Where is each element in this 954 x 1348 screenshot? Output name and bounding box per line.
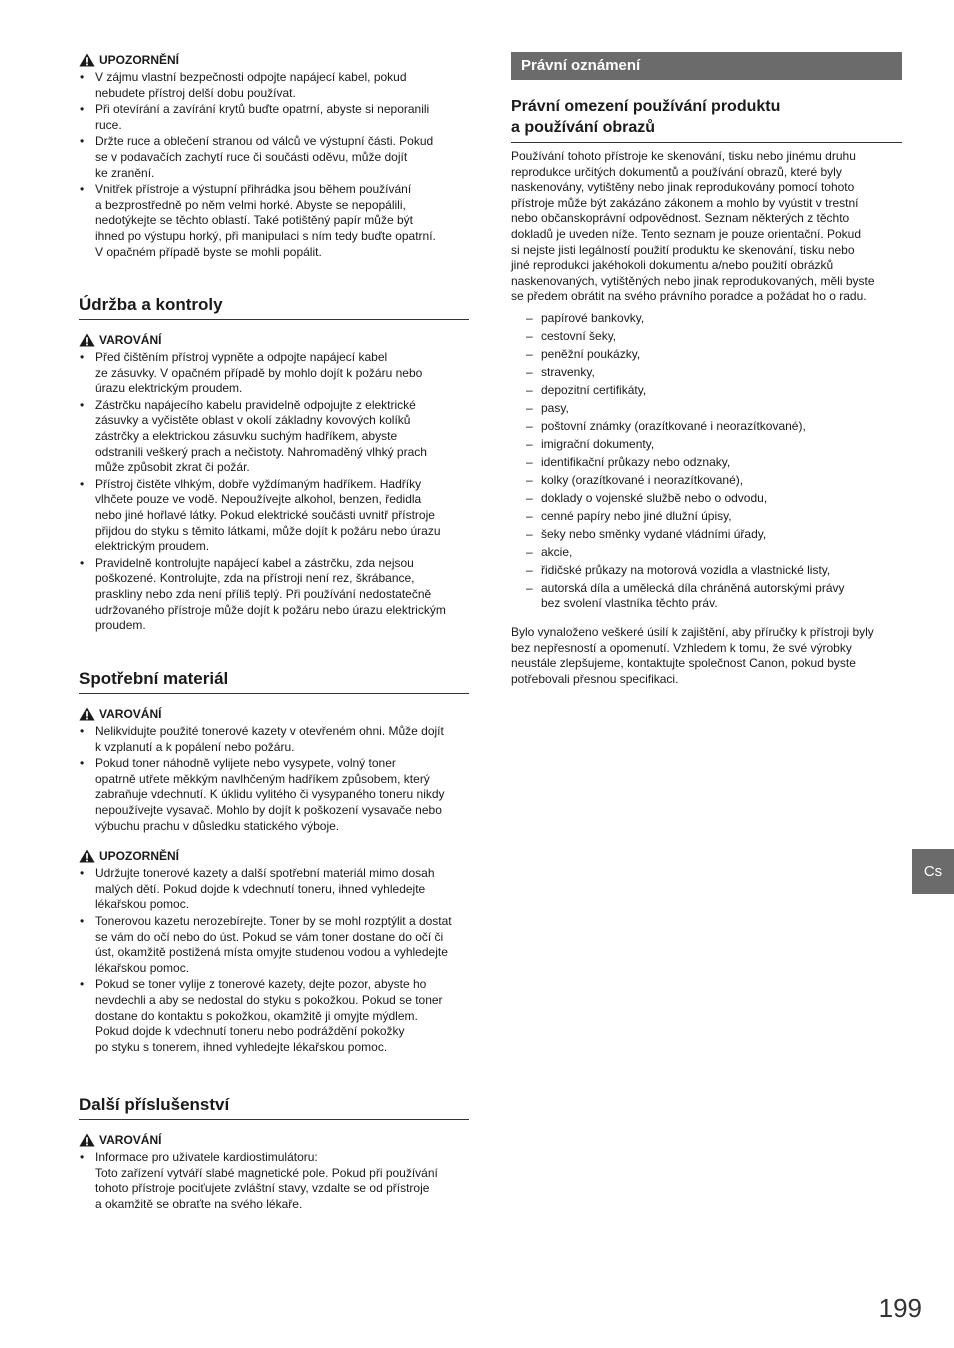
- warning-icon: [79, 333, 95, 347]
- warning-icon: [79, 53, 95, 67]
- list-item: – řidičské průkazy na motorová vozidla a vlastnické listy,: [511, 563, 902, 578]
- caution-label: UPOZORNĚNÍ: [99, 849, 180, 864]
- page-number: 199: [878, 1293, 922, 1323]
- section-consumables: [79, 669, 469, 1056]
- list-item: • Nelikvidujte použité tonerové kazety v otevřeném ohni. Může dojít k vzplanutí a k popálení nebo požáru.: [79, 724, 469, 755]
- list-item: – papírové bankovky,: [511, 311, 902, 326]
- caution-notice-consumables: [79, 848, 469, 1055]
- section-title-accessories: Další příslušenství: [79, 1095, 469, 1120]
- list-item: – poštovní známky (orazítkované i neorazítkované),: [511, 419, 902, 434]
- warning-icon: [79, 1133, 95, 1147]
- caution-label: UPOZORNĚNÍ: [99, 53, 180, 67]
- list-item: • Vnitřek přístroje a výstupní přihrádka jsou během používání a bezprostředně po něm velmi horké. Abyste se nepopálili, nedotýkejte se těchto oblastí. Také potištěný papír může být ihned po výstupu horký, při manipulaci s ním tedy buďte opatrní. V opačném případě byste se mohli popálit.: [79, 182, 469, 260]
- section-title-consumables: Spotřební materiál: [79, 669, 469, 694]
- warning-label: VAROVÁNÍ: [99, 333, 162, 347]
- warning-heading: [79, 1132, 469, 1148]
- list-item: • Přístroj čistěte vlhkým, dobře vyždímaným hadříkem. Hadříky vlhčete pouze ve vodě. Nepoužívejte alkohol, benzen, ředidla nebo jiné hořlavé látky. Pokud elektrické součásti uvnitř přístroje přijdou do styku s těmito látkami, může dojít k požáru nebo úrazu elektrickým proudem.: [79, 477, 469, 555]
- list-item: • V zájmu vlastní bezpečnosti odpojte napájecí kabel, pokud nebudete přístroj delší dobu používat.: [79, 70, 469, 101]
- legal-closing: Bylo vynaloženo veškeré úsilí k zajištění, aby příručky k přístroji byly bez nepřesností a opomenutí. Vzhledem k tomu, že své výrobky neustále zlepšujeme, kontaktujte společnost Canon, pokud byste potřebovali přesnou specifikaci.: [511, 625, 874, 686]
- list-item: • Před čištěním přístroj vypněte a odpojte napájecí kabel ze zásuvky. V opačném případě by mohlo dojít k požáru nebo úrazu elektrickým proudem.: [79, 350, 469, 397]
- list-item: • Informace pro uživatele kardiostimulátoru: Toto zařízení vytváří slabé magnetické pole. Pokud při používání tohoto přístroje pociťujete zvláštní stavy, vzdalte se od přístroje a okamžitě se obraťte na svého lékaře.: [79, 1150, 469, 1212]
- warning-notice-accessories: [79, 1132, 469, 1212]
- list-item: – identifikační průkazy nebo odznaky,: [511, 455, 902, 470]
- list-item: • Při otevírání a zavírání krytů buďte opatrní, abyste si neporanili ruce.: [79, 102, 469, 133]
- list-item: • Zástrčku napájecího kabelu pravidelně odpojujte z elektrické zásuvky a vyčistěte oblast v okolí základny kovových kolíků zástrčky a elektrickou zásuvku suchým hadříkem, abyste odstranili veškerý prach a nečistoty. Nahromaděný vlhký prach může způsobit zkrat či požár.: [79, 398, 469, 476]
- warning-label: VAROVÁNÍ: [99, 707, 162, 721]
- warning-icon: [79, 849, 95, 863]
- warning-notice-consumables: [79, 706, 469, 834]
- caution-list: [79, 866, 469, 1055]
- legal-title: Právní omezení používání produktu a používání obrazů: [511, 96, 902, 143]
- list-item: • Držte ruce a oblečení stranou od válců ve výstupní části. Pokud se v podavačích zachytí ruce či součásti oděvu, může dojít ke zranění.: [79, 134, 469, 181]
- list-item: – cestovní šeky,: [511, 329, 902, 344]
- section-title-maintenance: Údržba a kontroly: [79, 295, 469, 320]
- warning-heading: [79, 332, 469, 348]
- list-item: – šeky nebo směnky vydané vládními úřady,: [511, 527, 902, 542]
- list-item: • Pravidelně kontrolujte napájecí kabel a zástrčku, zda nejsou poškozené. Kontrolujte, zda na přístroji není rez, škrábance, prasklinу nebo zda není příliš teplý. Při používání nedostatečně udržovaného přístroje může dojít k požáru nebo úrazu elektrickým proudem.: [79, 556, 469, 634]
- list-item: – imigrační dokumenty,: [511, 437, 902, 452]
- warning-list: [79, 350, 469, 634]
- list-item: – pasy,: [511, 401, 902, 416]
- list-item: • Udržujte tonerové kazety a další spotřební materiál mimo dosah malých dětí. Pokud dojde k vdechnutí toneru, ihned vyhledejte lékařskou pomoc.: [79, 866, 469, 913]
- section-maintenance: [79, 295, 469, 635]
- list-item: – doklady o vojenské službě nebo o odvodu,: [511, 491, 902, 506]
- warning-label: VAROVÁNÍ: [99, 1133, 162, 1147]
- list-item: – kolky (orazítkované i neorazítkované),: [511, 473, 902, 488]
- list-item: – cenné papíry nebo jiné dlužní úpisy,: [511, 509, 902, 524]
- language-tab: Cs: [912, 849, 954, 894]
- restricted-documents-list: [511, 311, 902, 614]
- warning-list: [79, 1150, 469, 1212]
- warning-notice-maintenance: [79, 332, 469, 634]
- warning-heading: [79, 706, 469, 722]
- list-item: – peněžní poukázky,: [511, 347, 902, 362]
- caution-heading: [79, 848, 469, 864]
- section-banner-legal: Právní oznámení: [511, 52, 902, 80]
- list-item: • Tonerovou kazetu nerozebírejte. Toner by se mohl rozptýlit a dostat se vám do očí nebo do úst. Pokud se vám toner dostane do očí či úst, okamžitě postižená místa omyjte studenou vodou a vyhledejte lékařskou pomoc.: [79, 914, 469, 976]
- caution-list: [79, 70, 469, 260]
- legal-intro: Používání tohoto přístroje ke skenování, tisku nebo jinému druhu reprodukce určitých dokumentů a používání obrazů, které byly naskenovány, vytištěny nebo jinak reprodukovány pomocí tohoto přístroje může být zakázáno zákonem a mohlo by vyústit v trestní nebo občanskoprávní odpovědnost. Seznam některých z těchto dokladů je uveden níže. Tento seznam je pouze orientační. Pokud si nejste jisti legálností použití produktu ke skenování, tisku nebo jiné reprodukci jakéhokoli dokumentu a/nebo použití obrázků naskenovaných, vytištěných nebo jinak reprodukovaných, měli byste se předem obrátit na svého právního poradce a požádat ho o radu.: [511, 149, 875, 304]
- list-item: – akcie,: [511, 545, 902, 560]
- caution-notice-safety: [79, 52, 469, 261]
- list-item: • Pokud se toner vylije z tonerové kazety, dejte pozor, abyste ho nevdechli a aby se nedostal do styku s pokožkou. Pokud se toner dostane do kontaktu s pokožkou, okamžitě ji omyjte mýdlem. Pokud dojde k vdechnutí toneru nebo podráždění pokožky po styku s tonerem, ihned vyhledejte lékařskou pomoc.: [79, 977, 469, 1055]
- list-item: – depozitní certifikáty,: [511, 383, 902, 398]
- list-item: – autorská díla a umělecká díla chráněná autorskými právy bez svolení vlastníka těchto práv.: [511, 581, 902, 611]
- section-accessories: [79, 1095, 469, 1213]
- warning-icon: [79, 707, 95, 721]
- caution-heading: [79, 52, 469, 68]
- list-item: • Pokud toner náhodně vylijete nebo vysypete, volný toner opatrně utřete měkkým navlhčeným hadříkem způsobem, který zabraňuje vdechnutí. K úklidu vylitého či vysypaného toneru nikdy nepoužívejte vysavač. Mohlo by dojít k poškození vysavače nebo výbuchu prachu v důsledku statického výboje.: [79, 756, 469, 834]
- list-item: – stravenky,: [511, 365, 902, 380]
- warning-list: [79, 724, 469, 834]
